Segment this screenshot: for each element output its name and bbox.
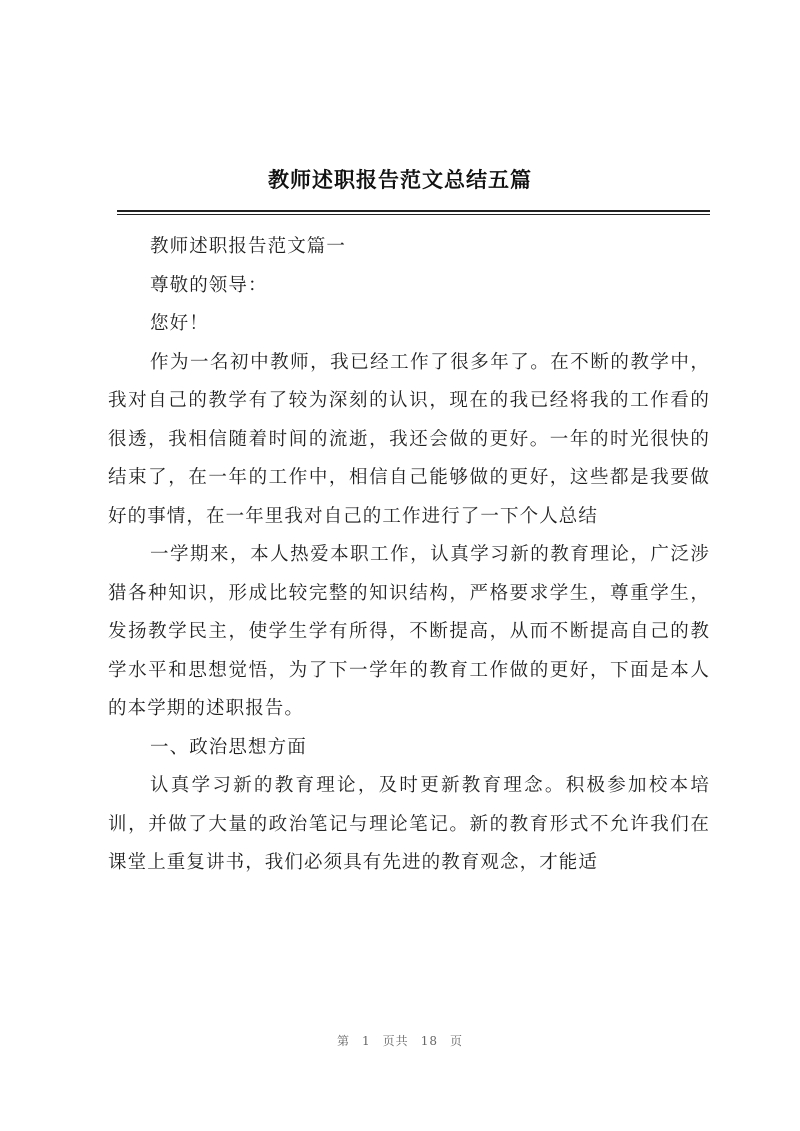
paragraph: 作为一名初中教师，我已经工作了很多年了。在不断的教学中，我对自己的教学有了较为深刻的认识，现在的我已经将我的工作看的很透，我相信随着时间的流逝，我还会做的更好。一年的时光很快的结束了，在一年的工作中，相信自己能够做的更好，这些都是我要做好的事情，在一年里我对自己的工作进行了一下个人总结 [108, 351, 710, 527]
footer-suffix: 页 [449, 1034, 463, 1048]
footer-current-page: 1 [362, 1034, 371, 1048]
title-rule-thin [117, 214, 710, 215]
subsection-heading: 一、政治思想方面 [150, 736, 307, 758]
section-heading: 教师述职报告范文篇一 [150, 236, 347, 257]
title-rule-thick [117, 210, 710, 212]
document-title: 教师述职报告范文总结五篇 [268, 167, 532, 192]
document-body [108, 228, 710, 883]
greeting: 您好！ [150, 313, 209, 334]
paragraph: 认真学习新的教育理论，及时更新教育理念。积极参加校本培训，并做了大量的政治笔记与理论笔记。新的教育形式不允许我们在课堂上重复讲书，我们必须具有先进的教育观念，才能适 [108, 775, 710, 873]
footer-total-pages: 18 [420, 1034, 438, 1048]
footer-middle: 页共 [382, 1034, 409, 1048]
paragraph: 一学期来，本人热爱本职工作，认真学习新的教育理论，广泛涉猎各种知识，形成比较完整的知识结构，严格要求学生，尊重学生，发扬教学民主，使学生学有所得，不断提高，从而不断提高自己的教学水平和思想觉悟，为了下一学年的教育工作做的更好，下面是本人的本学期的述职报告。 [108, 544, 710, 719]
page-footer [0, 1032, 800, 1049]
salutation: 尊敬的领导： [150, 274, 268, 296]
footer-prefix: 第 [337, 1034, 351, 1048]
